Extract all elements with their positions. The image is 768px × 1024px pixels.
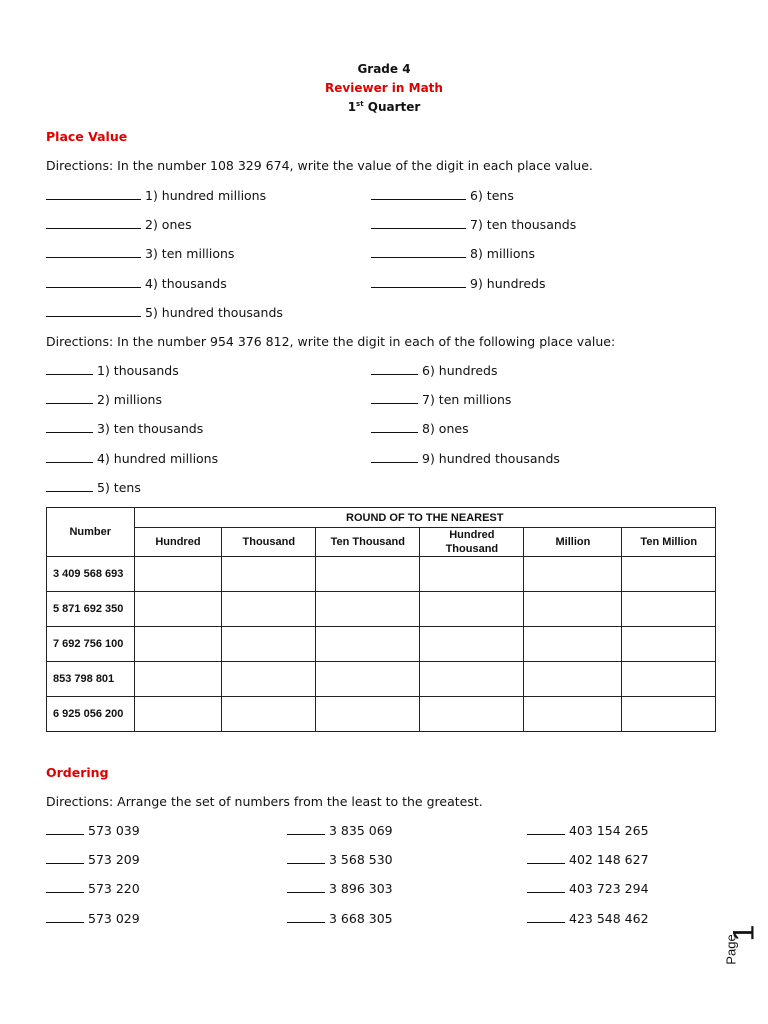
- answer-cell[interactable]: [524, 627, 622, 662]
- item-label: 573 220: [88, 881, 140, 897]
- ordering-item: [287, 852, 393, 867]
- item-label: 9) hundreds: [470, 275, 546, 291]
- answer-cell[interactable]: [316, 627, 420, 662]
- item-label: 8) millions: [470, 246, 535, 262]
- answer-cell[interactable]: [222, 662, 316, 697]
- place-value-heading: Place Value: [46, 129, 128, 144]
- answer-blank[interactable]: [46, 862, 84, 864]
- item-label: 403 723 294: [569, 881, 649, 897]
- answer-blank[interactable]: [287, 921, 325, 923]
- answer-cell[interactable]: [134, 697, 222, 732]
- item-label: 4) hundred millions: [97, 450, 219, 466]
- round-column-header: Thousand: [222, 528, 316, 557]
- answer-blank[interactable]: [527, 862, 565, 864]
- place-value-item: [371, 217, 576, 232]
- number-cell: 3 409 568 693: [47, 557, 135, 592]
- answer-cell[interactable]: [622, 592, 716, 627]
- place-value-item: [46, 217, 192, 232]
- item-label: 5) hundred thousands: [145, 304, 283, 320]
- answer-blank[interactable]: [46, 315, 141, 317]
- place-value-item: [46, 246, 234, 261]
- answer-cell[interactable]: [134, 662, 222, 697]
- page-number: 1: [727, 924, 761, 942]
- answer-cell[interactable]: [420, 592, 524, 627]
- rounding-table: [46, 507, 716, 732]
- answer-cell[interactable]: [420, 697, 524, 732]
- item-label: 573 039: [88, 823, 140, 838]
- answer-blank[interactable]: [371, 373, 418, 375]
- answer-blank[interactable]: [371, 431, 418, 433]
- answer-cell[interactable]: [524, 697, 622, 732]
- item-label: 3 568 530: [329, 852, 393, 868]
- ordering-item: [46, 852, 140, 867]
- table-row: [47, 557, 716, 592]
- answer-cell[interactable]: [524, 557, 622, 592]
- answer-blank[interactable]: [46, 891, 84, 893]
- item-label: 3) ten millions: [145, 246, 235, 262]
- answer-blank[interactable]: [46, 402, 93, 404]
- item-label: 5) tens: [97, 479, 141, 495]
- answer-cell[interactable]: [134, 557, 222, 592]
- answer-blank[interactable]: [46, 490, 93, 492]
- answer-blank[interactable]: [287, 891, 325, 893]
- answer-blank[interactable]: [287, 833, 325, 835]
- answer-cell[interactable]: [622, 627, 716, 662]
- round-column-header: Ten Million: [622, 528, 716, 557]
- digit-item: [371, 392, 511, 407]
- answer-blank[interactable]: [46, 431, 93, 433]
- answer-blank[interactable]: [46, 373, 93, 375]
- item-label: 573 209: [88, 852, 140, 868]
- answer-blank[interactable]: [371, 402, 418, 404]
- round-column-header: Hundred Thousand: [420, 528, 524, 557]
- place-value-item: [46, 276, 227, 291]
- place-value-item: [46, 305, 283, 320]
- page-number-mark: [720, 918, 760, 978]
- place-value-directions-1: Directions: In the number 108 329 674, write the value of the digit in each place value.: [46, 158, 593, 173]
- item-label: 3) ten thousands: [97, 421, 204, 437]
- table-row: [47, 592, 716, 627]
- round-column-header: Ten Thousand: [316, 528, 420, 557]
- number-cell: 5 871 692 350: [47, 592, 135, 627]
- item-label: 423 548 462: [569, 910, 649, 926]
- answer-blank[interactable]: [371, 286, 466, 288]
- answer-cell[interactable]: [222, 557, 316, 592]
- digit-item: [371, 363, 498, 378]
- item-label: 1) thousands: [97, 363, 179, 378]
- reviewer-title: Reviewer in Math: [325, 81, 443, 95]
- ordering-item: [527, 911, 649, 926]
- item-label: 2) millions: [97, 392, 162, 408]
- number-cell: 6 925 056 200: [47, 697, 135, 732]
- ordering-item: [287, 881, 393, 896]
- answer-blank[interactable]: [371, 256, 466, 258]
- place-value-item: [371, 276, 546, 291]
- answer-blank[interactable]: [46, 921, 84, 923]
- item-label: 4) thousands: [145, 275, 227, 291]
- item-label: 3 668 305: [329, 910, 393, 926]
- number-column-header: Number: [47, 508, 135, 557]
- answer-cell[interactable]: [222, 697, 316, 732]
- digit-item: [371, 421, 469, 436]
- answer-cell[interactable]: [420, 662, 524, 697]
- item-label: 3 835 069: [329, 823, 393, 838]
- place-value-item: [371, 188, 514, 203]
- item-label: 3 896 303: [329, 881, 393, 897]
- answer-cell[interactable]: [134, 592, 222, 627]
- answer-blank[interactable]: [287, 862, 325, 864]
- digit-item: [46, 392, 162, 407]
- answer-blank[interactable]: [46, 461, 93, 463]
- item-label: 9) hundred thousands: [422, 450, 560, 466]
- answer-blank[interactable]: [371, 227, 466, 229]
- page-word: Page: [723, 934, 739, 965]
- answer-cell[interactable]: [524, 592, 622, 627]
- answer-cell[interactable]: [622, 697, 716, 732]
- number-cell: 7 692 756 100: [47, 627, 135, 662]
- digit-item: [46, 421, 203, 436]
- answer-cell[interactable]: [622, 557, 716, 592]
- item-label: 2) ones: [145, 217, 192, 233]
- answer-blank[interactable]: [46, 256, 141, 258]
- item-label: 402 148 627: [569, 852, 649, 868]
- quarter-title: [0, 100, 768, 114]
- answer-blank[interactable]: [527, 921, 565, 923]
- digit-item: [46, 451, 218, 466]
- ordering-item: [527, 881, 649, 896]
- ordering-heading: Ordering: [46, 765, 109, 780]
- answer-cell[interactable]: [524, 662, 622, 697]
- ordering-item: [46, 881, 140, 896]
- answer-blank[interactable]: [527, 833, 565, 835]
- quarter-number: 1: [347, 100, 357, 114]
- place-value-item: [46, 188, 266, 203]
- answer-cell[interactable]: [222, 627, 316, 662]
- answer-blank[interactable]: [527, 891, 565, 893]
- round-group-header: ROUND OF TO THE NEAREST: [134, 508, 715, 528]
- ordering-item: [527, 852, 649, 867]
- item-label: 7) ten thousands: [470, 217, 577, 233]
- answer-cell[interactable]: [316, 697, 420, 732]
- answer-blank[interactable]: [46, 227, 141, 229]
- item-label: 6) tens: [470, 188, 514, 203]
- round-column-header: Hundred: [134, 528, 222, 557]
- ordering-item: [46, 911, 140, 926]
- table-row: [47, 697, 716, 732]
- item-label: 573 029: [88, 910, 140, 926]
- answer-blank[interactable]: [46, 286, 141, 288]
- grade-title: Grade 4: [357, 62, 411, 76]
- answer-cell[interactable]: [222, 592, 316, 627]
- quarter-superscript: st: [356, 100, 364, 108]
- quarter-word: Quarter: [367, 100, 421, 114]
- ordering-item: [527, 823, 649, 838]
- digit-item: [371, 451, 560, 466]
- item-label: 403 154 265: [569, 823, 649, 838]
- answer-blank[interactable]: [371, 198, 466, 200]
- item-label: 1) hundred millions: [145, 188, 267, 203]
- digit-item: [46, 480, 141, 495]
- answer-cell[interactable]: [420, 557, 524, 592]
- ordering-item: [46, 823, 140, 838]
- answer-blank[interactable]: [46, 833, 84, 835]
- answer-blank[interactable]: [46, 198, 141, 200]
- answer-cell[interactable]: [134, 627, 222, 662]
- item-label: 7) ten millions: [422, 392, 512, 408]
- table-row: [47, 662, 716, 697]
- answer-cell[interactable]: [316, 557, 420, 592]
- ordering-item: [287, 823, 393, 838]
- digit-item: [46, 363, 179, 378]
- item-label: 6) hundreds: [422, 363, 498, 378]
- place-value-directions-2: Directions: In the number 954 376 812, write the digit in each of the following place value:: [46, 334, 616, 349]
- answer-blank[interactable]: [371, 461, 418, 463]
- table-row: [47, 627, 716, 662]
- ordering-item: [287, 911, 393, 926]
- round-column-header: Million: [524, 528, 622, 557]
- ordering-directions: Directions: Arrange the set of numbers from the least to the greatest.: [46, 794, 483, 809]
- answer-cell[interactable]: [622, 662, 716, 697]
- answer-cell[interactable]: [420, 627, 524, 662]
- item-label: 8) ones: [422, 421, 469, 437]
- number-cell: 853 798 801: [47, 662, 135, 697]
- answer-cell[interactable]: [316, 662, 420, 697]
- place-value-item: [371, 246, 535, 261]
- answer-cell[interactable]: [316, 592, 420, 627]
